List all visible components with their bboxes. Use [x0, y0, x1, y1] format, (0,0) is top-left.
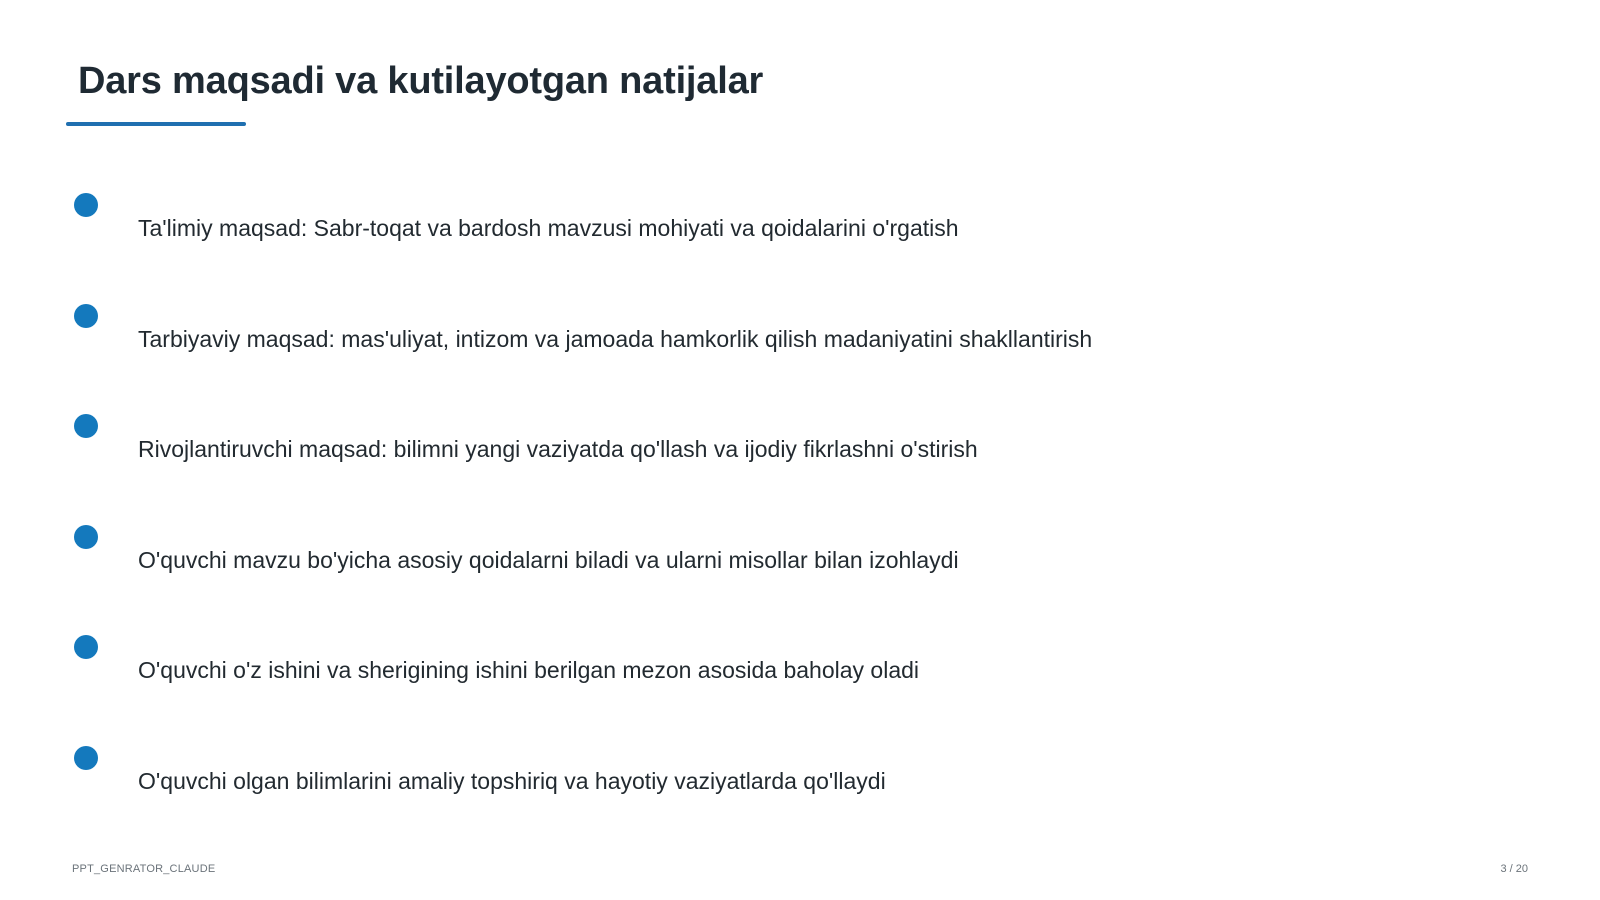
list-item	[0, 304, 1600, 364]
list-item-text: O'quvchi olgan bilimlarini amaliy topshiriq va hayotiy vaziyatlarda qo'llaydi	[138, 768, 886, 794]
list-item	[0, 746, 1600, 806]
bullet-dot	[74, 304, 98, 328]
footer-source-label: PPT_GENRATOR_CLAUDE	[72, 863, 216, 875]
list-item-text: Tarbiyaviy maqsad: mas'uliyat, intizom va jamoada hamkorlik qilish madaniyatini shakllantirish	[138, 326, 1093, 352]
bullet-dot	[74, 635, 98, 659]
list-item	[0, 193, 1600, 253]
list-item-text: Ta'limiy maqsad: Sabr-toqat va bardosh mavzusi mohiyati va qoidalarini o'rgatish	[138, 215, 959, 241]
bullet-dot	[74, 414, 98, 438]
bullet-dot	[74, 193, 98, 217]
list-item-text: O'quvchi o'z ishini va sherigining ishini berilgan mezon asosida baholay oladi	[138, 657, 920, 683]
list-item-text: Rivojlantiruvchi maqsad: bilimni yangi vaziyatda qo'llash va ijodiy fikrlashni o'stirish	[138, 436, 978, 462]
bullet-dot	[74, 525, 98, 549]
page-number: 3 / 20	[1500, 863, 1528, 875]
list-item	[0, 525, 1600, 585]
list-item	[0, 414, 1600, 474]
list-item	[0, 635, 1600, 695]
bullet-dot	[74, 746, 98, 770]
slide-title: Dars maqsadi va kutilayotgan natijalar	[78, 60, 764, 102]
list-item-text: O'quvchi mavzu bo'yicha asosiy qoidalarni biladi va ularni misollar bilan izohlaydi	[138, 547, 959, 573]
